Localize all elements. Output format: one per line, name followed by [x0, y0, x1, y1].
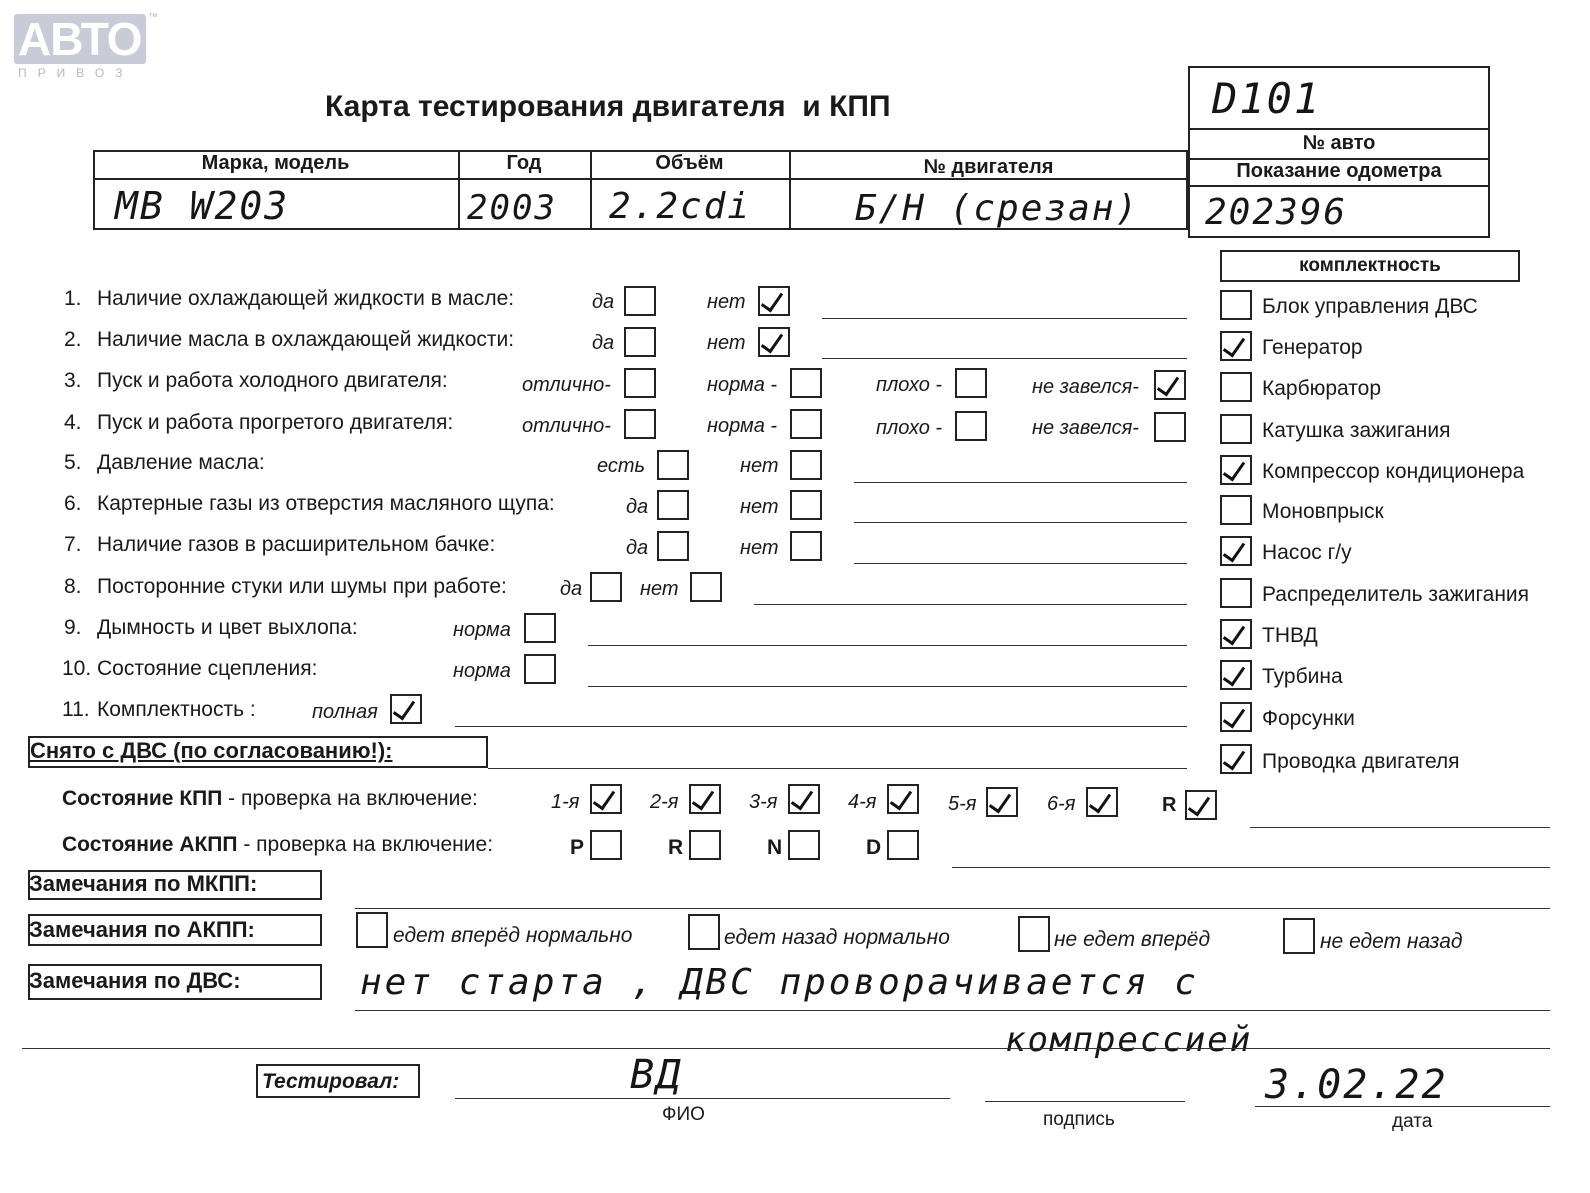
gear-3-checkbox[interactable] — [788, 784, 820, 814]
kit-checkbox-10[interactable] — [1220, 660, 1252, 690]
option-label: нет — [707, 332, 746, 354]
col-odometer-header: Показание одометра — [1236, 160, 1442, 182]
kit-item-label: Насос г/у — [1262, 541, 1352, 564]
option-label: плохо - — [876, 374, 943, 396]
avto-privoz-logo — [14, 12, 158, 80]
option-label: норма - — [707, 374, 778, 396]
removed-label: Снято с ДВС (по согласованию!): — [30, 738, 393, 763]
volume-value: 2.2cdi — [609, 186, 752, 227]
akpp-no-backward-checkbox[interactable] — [1283, 918, 1315, 954]
kit-checkbox-1[interactable] — [1220, 290, 1252, 320]
item3-excellent-checkbox[interactable] — [624, 368, 656, 398]
item3-no-start-checkbox[interactable] — [1154, 370, 1186, 400]
item4-excellent-checkbox[interactable] — [624, 409, 656, 439]
option-label: плохо - — [876, 417, 943, 439]
kit-item-label: Генератор — [1262, 336, 1363, 359]
underline — [22, 1048, 1550, 1049]
akpp-mode-label: R — [668, 836, 684, 859]
item8-no-checkbox[interactable] — [690, 572, 722, 602]
gear-r-checkbox[interactable] — [1185, 790, 1217, 820]
item4-no-start-checkbox[interactable] — [1154, 412, 1186, 442]
item-label: Наличие газов в расширительном бачке: — [97, 533, 496, 556]
option-label: да — [560, 578, 583, 600]
item4-bad-checkbox[interactable] — [955, 411, 987, 441]
auto-number-label: № авто — [1302, 132, 1376, 154]
page-title: Карта тестирования двигателя и КПП — [325, 90, 891, 123]
kit-checkbox-8[interactable] — [1220, 578, 1252, 608]
item-number: 10. — [62, 657, 92, 680]
option-label: полная — [312, 701, 378, 723]
tester-name-handwriting: ВД — [630, 1052, 683, 1098]
underline — [854, 482, 1187, 483]
akpp-remark-option: не едет назад — [1320, 930, 1463, 953]
option-label: да — [592, 291, 615, 313]
option-label: не завелся- — [1032, 376, 1139, 398]
akpp-mode-label: N — [767, 836, 783, 859]
item5-yes-checkbox[interactable] — [657, 450, 689, 480]
kit-checkbox-12[interactable] — [1220, 744, 1252, 774]
kit-item-label: Распределитель зажигания — [1262, 583, 1530, 606]
gear-1-checkbox[interactable] — [590, 784, 622, 814]
kit-item-label: Блок управления ДВС — [1262, 295, 1478, 318]
item-label: Наличие охлаждающей жидкости в масле: — [97, 287, 515, 310]
dvs-remarks-handwriting-line2: компрессией — [1005, 1020, 1253, 1060]
kit-item-label: Компрессор кондиционера — [1262, 460, 1525, 483]
gear-5-checkbox[interactable] — [986, 787, 1018, 817]
akpp-n-checkbox[interactable] — [788, 830, 820, 860]
akpp-r-checkbox[interactable] — [689, 830, 721, 860]
gear-label: 4-я — [848, 791, 877, 813]
tested-label: Тестировал: — [262, 1070, 400, 1093]
item-label: Пуск и работа прогретого двигателя: — [97, 411, 454, 434]
underline — [822, 358, 1187, 359]
year-value: 2003 — [467, 188, 557, 228]
logo-tm: ™ — [148, 12, 158, 23]
gear-label: 1-я — [551, 791, 580, 813]
item-number: 4. — [64, 411, 82, 434]
akpp-remark-option: едет вперёд нормально — [393, 924, 633, 947]
gear-label: 6-я — [1047, 793, 1076, 815]
item5-no-checkbox[interactable] — [790, 450, 822, 480]
kit-checkbox-7[interactable] — [1220, 536, 1252, 566]
item10-normal-checkbox[interactable] — [524, 654, 556, 684]
item-number: 2. — [64, 328, 82, 351]
underline — [455, 726, 1187, 727]
date-caption: дата — [1392, 1111, 1433, 1132]
item-number: 6. — [64, 492, 82, 515]
akpp-remark-option: едет назад нормально — [724, 926, 950, 949]
item-label: Картерные газы из отверстия масляного щупа: — [97, 492, 555, 515]
gear-6-checkbox[interactable] — [1086, 787, 1118, 817]
auto-number-box — [1188, 66, 1490, 160]
option-label: нет — [740, 537, 779, 559]
option-label: норма — [453, 660, 511, 682]
underline — [488, 768, 1187, 769]
item1-no-checkbox[interactable] — [758, 286, 790, 316]
item-label: Пуск и работа холодного двигателя: — [97, 369, 448, 392]
signature-caption: подпись — [1043, 1109, 1115, 1130]
akpp-p-checkbox[interactable] — [590, 830, 622, 860]
item3-normal-checkbox[interactable] — [790, 368, 822, 398]
underline — [952, 867, 1550, 868]
auto-number-value: D101 — [1212, 74, 1322, 123]
signature-underline — [985, 1101, 1185, 1102]
item7-no-checkbox[interactable] — [790, 531, 822, 561]
fio-underline — [455, 1098, 950, 1099]
kit-checkbox-6[interactable] — [1220, 495, 1252, 525]
kpp-label-bold: Состояние КПП — [62, 787, 223, 810]
kit-item-label: Моновпрыск — [1262, 500, 1384, 523]
make-value: MB W203 — [115, 184, 290, 228]
akpp-mode-label: P — [570, 836, 585, 859]
akpp-remarks-label: Замечания по АКПП: — [29, 917, 255, 942]
option-label: отлично- — [522, 374, 611, 396]
item-number: 9. — [64, 616, 82, 639]
akpp-no-forward-checkbox[interactable] — [1018, 916, 1050, 952]
gear-2-checkbox[interactable] — [689, 784, 721, 814]
kit-checkbox-9[interactable] — [1220, 619, 1252, 649]
option-label: нет — [740, 496, 779, 518]
option-label: нет — [707, 291, 746, 313]
kit-checkbox-2[interactable] — [1220, 331, 1252, 361]
underline — [588, 645, 1187, 646]
item1-yes-checkbox[interactable] — [624, 286, 656, 316]
date-handwriting: 3.02.22 — [1265, 1062, 1448, 1108]
underline — [588, 686, 1187, 687]
gear-label: 2-я — [650, 791, 679, 813]
col-make-header: Марка, модель — [201, 152, 350, 174]
underline — [355, 1010, 1550, 1011]
item-number: 1. — [64, 287, 82, 310]
option-label: да — [626, 537, 649, 559]
kit-item-label: Карбюратор — [1262, 377, 1382, 400]
item-number: 8. — [64, 575, 82, 598]
mkpp-remarks-label: Замечания по МКПП: — [29, 871, 258, 896]
gear-4-checkbox[interactable] — [887, 784, 919, 814]
item2-no-checkbox[interactable] — [758, 327, 790, 357]
item7-yes-checkbox[interactable] — [657, 531, 689, 561]
logo-subtitle: ПРИВОЗ — [18, 66, 134, 80]
col-engine-header: № двигателя — [923, 156, 1054, 178]
akpp-label-rest: - проверка на включение: — [237, 833, 494, 856]
kit-item-label: Катушка зажигания — [1262, 419, 1451, 442]
item-label: Состояние сцепления: — [97, 657, 318, 680]
underline — [754, 604, 1187, 605]
item6-no-checkbox[interactable] — [790, 490, 822, 520]
item-label: Наличие масла в охлаждающей жидкости: — [97, 328, 515, 351]
item-number: 5. — [64, 451, 82, 474]
logo-text: АВТО — [18, 13, 142, 65]
option-label: нет — [740, 455, 779, 477]
dvs-remarks-handwriting-line1: нет старта , ДВС проворачивается с — [360, 962, 1199, 1003]
akpp-label — [62, 833, 493, 857]
option-label: нет — [640, 578, 679, 600]
item2-yes-checkbox[interactable] — [624, 327, 656, 357]
underline — [854, 563, 1187, 564]
kit-item-label: ТНВД — [1262, 624, 1318, 647]
underline — [355, 908, 1550, 909]
akpp-forward-ok-checkbox[interactable] — [356, 912, 388, 948]
akpp-remark-option: не едет вперёд — [1054, 928, 1211, 951]
kit-item-label: Проводка двигателя — [1262, 750, 1460, 773]
option-label: да — [592, 332, 615, 354]
underline — [1250, 827, 1550, 828]
item9-normal-checkbox[interactable] — [524, 613, 556, 643]
kit-checkbox-5[interactable] — [1220, 455, 1252, 485]
item-label: Давление масла: — [97, 451, 265, 474]
item-number: 3. — [64, 369, 82, 392]
akpp-backward-ok-checkbox[interactable] — [688, 914, 720, 950]
item-label: Комплектность : — [97, 698, 256, 721]
col-volume-header: Объём — [655, 152, 724, 174]
gear-label: R — [1162, 794, 1177, 816]
gear-label: 3-я — [749, 791, 778, 813]
kit-title-box — [1220, 250, 1520, 282]
item6-yes-checkbox[interactable] — [657, 490, 689, 520]
akpp-label-bold: Состояние АКПП — [62, 833, 238, 856]
item4-normal-checkbox[interactable] — [790, 409, 822, 439]
kit-item-label: Турбина — [1262, 665, 1343, 688]
item-number: 11. — [62, 698, 90, 721]
option-label: не завелся- — [1032, 417, 1139, 439]
kit-title: комплектность — [1299, 255, 1441, 276]
akpp-mode-label: D — [866, 836, 882, 859]
kit-item-label: Форсунки — [1262, 707, 1355, 730]
item8-yes-checkbox[interactable] — [590, 572, 622, 602]
option-label: есть — [597, 455, 646, 477]
underline — [854, 522, 1187, 523]
gear-label: 5-я — [948, 793, 977, 815]
kit-checkbox-11[interactable] — [1220, 702, 1252, 732]
item3-bad-checkbox[interactable] — [955, 368, 987, 398]
option-label: норма - — [707, 415, 778, 437]
kit-checkbox-3[interactable] — [1220, 372, 1252, 402]
kpp-label — [62, 787, 478, 811]
option-label: отлично- — [522, 415, 611, 437]
option-label: да — [626, 496, 649, 518]
akpp-d-checkbox[interactable] — [887, 830, 919, 860]
item-number: 7. — [64, 533, 82, 556]
item-label: Дымность и цвет выхлопа: — [97, 616, 358, 639]
odometer-value: 202396 — [1205, 192, 1348, 233]
col-year-header: Год — [506, 152, 542, 174]
underline — [822, 318, 1187, 319]
kit-checkbox-4[interactable] — [1220, 414, 1252, 444]
engine-value: Б/Н (срезан) — [855, 188, 1140, 229]
kpp-label-rest: - проверка на включение: — [222, 787, 478, 810]
fio-caption: ФИО — [662, 1104, 705, 1125]
dvs-remarks-label: Замечания по ДВС: — [29, 968, 241, 993]
option-label: норма — [453, 619, 511, 641]
vehicle-header-table — [93, 150, 1490, 238]
item11-full-checkbox[interactable] — [390, 694, 422, 724]
item-label: Посторонние стуки или шумы при работе: — [97, 575, 507, 598]
date-underline — [1255, 1106, 1550, 1107]
